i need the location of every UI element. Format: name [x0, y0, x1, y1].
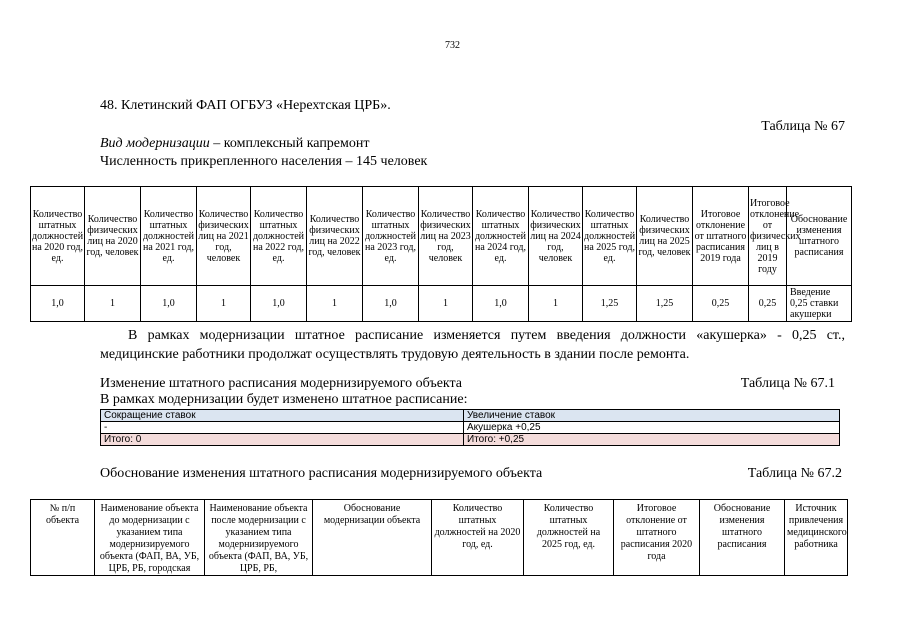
table-67-header-cell: Количество физических лиц на 2024 год, человек [529, 187, 583, 286]
table-67-header-cell: Количество физических лиц на 2025 год, человек [637, 187, 693, 286]
section-heading: 48. Клетинский ФАП ОГБУЗ «Нерехтская ЦРБ». [100, 98, 391, 113]
table-67-2-header-cell: Наименование объекта до модернизации с указанием типа модернизируемого объекта (ФАП, ВА, УБ, ЦРБ, РБ, городская [95, 500, 205, 576]
table-67-1-row [101, 422, 840, 434]
table-67-value-cell: 1 [529, 286, 583, 322]
section-2-title: Изменение штатного расписания модернизируемого объекта [100, 376, 463, 391]
table-67-1-cell: Акушерка +0,25 [464, 422, 840, 434]
table-67-1-header-row [101, 410, 840, 422]
table-67-value-cell: 1,0 [141, 286, 197, 322]
table-67-value-cell: 1 [85, 286, 141, 322]
table-67-2 [30, 499, 848, 576]
table-67-1-label: Таблица № 67.1 [740, 376, 835, 391]
table-67-header-cell: Количество штатных должностей на 2024 год, ед. [473, 187, 529, 286]
table-67-1-total-cell: Итого: +0,25 [464, 434, 840, 446]
table-67-header-cell: Количество штатных должностей на 2021 год, ед. [141, 187, 197, 286]
table-67-1-total-cell: Итого: 0 [101, 434, 464, 446]
table-67-value-row [31, 286, 852, 322]
table-67-1-cell: - [101, 422, 464, 434]
table-67-value-cell: 1,25 [637, 286, 693, 322]
table-67-1-total-row [101, 434, 840, 446]
table-67-header-row [31, 187, 852, 286]
table-67-2-header-row [31, 500, 848, 576]
table-67-value-cell: 1 [419, 286, 473, 322]
table-67-2-label: Таблица № 67.2 [747, 466, 842, 481]
table-67-2-header-cell: Обоснование модернизации объекта [313, 500, 432, 576]
table-67-header-cell: Количество физических лиц на 2021 год, человек [197, 187, 251, 286]
table-67-2-header-cell: Источник привлечения медицинского работника [785, 500, 848, 576]
table-67-header-cell: Количество штатных должностей на 2023 год, ед. [363, 187, 419, 286]
modernization-paragraph: В рамках модернизации штатное расписание изменяется путем введения должности «акушерка» - 0,25 ст., медицинские работники продолжат осуществлять трудовую деятельность в здании после ремонта. [100, 328, 845, 362]
table-67-value-cell: 1,25 [583, 286, 637, 322]
table-67-1 [100, 409, 840, 446]
table-67-2-header-cell: № п/п объекта [31, 500, 95, 576]
table-67-value-cell: 1 [197, 286, 251, 322]
table-67-1-header-cell: Увеличение ставок [464, 410, 840, 422]
table-67-header-cell: Количество физических лиц на 2022 год, человек [307, 187, 363, 286]
modernization-type [100, 136, 370, 152]
table-67-value-cell: 1,0 [251, 286, 307, 322]
table-67-2-header-cell: Итоговое отклонение от штатного расписания 2020 года [614, 500, 700, 576]
table-67-value-cell: 1 [307, 286, 363, 322]
table-67-2-header-cell: Количество штатных должностей на 2025 год, ед. [524, 500, 614, 576]
table-67-2-header-cell: Количество штатных должностей на 2020 год, ед. [432, 500, 524, 576]
table-67-value-cell: 1,0 [473, 286, 529, 322]
table-67 [30, 186, 852, 322]
table-67-value-cell: 0,25 [693, 286, 749, 322]
table-67-header-cell: Количество штатных должностей на 2022 год, ед. [251, 187, 307, 286]
table-67-header-cell: Количество штатных должностей на 2025 год, ед. [583, 187, 637, 286]
table-67-label: Таблица № 67 [761, 119, 845, 134]
population-line: Численность прикрепленного населения – 145 человек [100, 154, 428, 169]
table-67-value-cell: 0,25 [749, 286, 787, 322]
table-67-2-header-cell: Обоснование изменения штатного расписания [700, 500, 785, 576]
section-2-subtitle: В рамках модернизации будет изменено штатное расписание: [100, 392, 468, 407]
table-67-header-cell: Итоговое отклонение от физических лиц в 2019 году [749, 187, 787, 286]
table-67-value-cell: 1,0 [363, 286, 419, 322]
page-number: 732 [445, 40, 460, 51]
table-67-basis-cell: Введение 0,25 ставки акушерки [787, 286, 852, 322]
table-67-2-header-cell: Наименование объекта после модернизации с указанием типа модернизируемого объекта (ФАП, ВА, УБ, ЦРБ, РБ, [205, 500, 313, 576]
table-67-header-cell: Количество физических лиц на 2020 год, человек [85, 187, 141, 286]
table-67-header-cell: Итоговое отклонение от штатного расписания 2019 года [693, 187, 749, 286]
modernization-type-label: Вид модернизации [100, 136, 210, 151]
table-67-header-cell: Количество физических лиц на 2023 год, человек [419, 187, 473, 286]
section-3-title: Обоснование изменения штатного расписания модернизируемого объекта [100, 466, 543, 481]
table-67-header-cell: Количество штатных должностей на 2020 год, ед. [31, 187, 85, 286]
table-67-1-header-cell: Сокращение ставок [101, 410, 464, 422]
modernization-type-value: – комплексный капремонт [209, 136, 370, 151]
table-67-value-cell: 1,0 [31, 286, 85, 322]
table-67-header-cell: Обоснование изменения штатного расписания [787, 187, 852, 286]
